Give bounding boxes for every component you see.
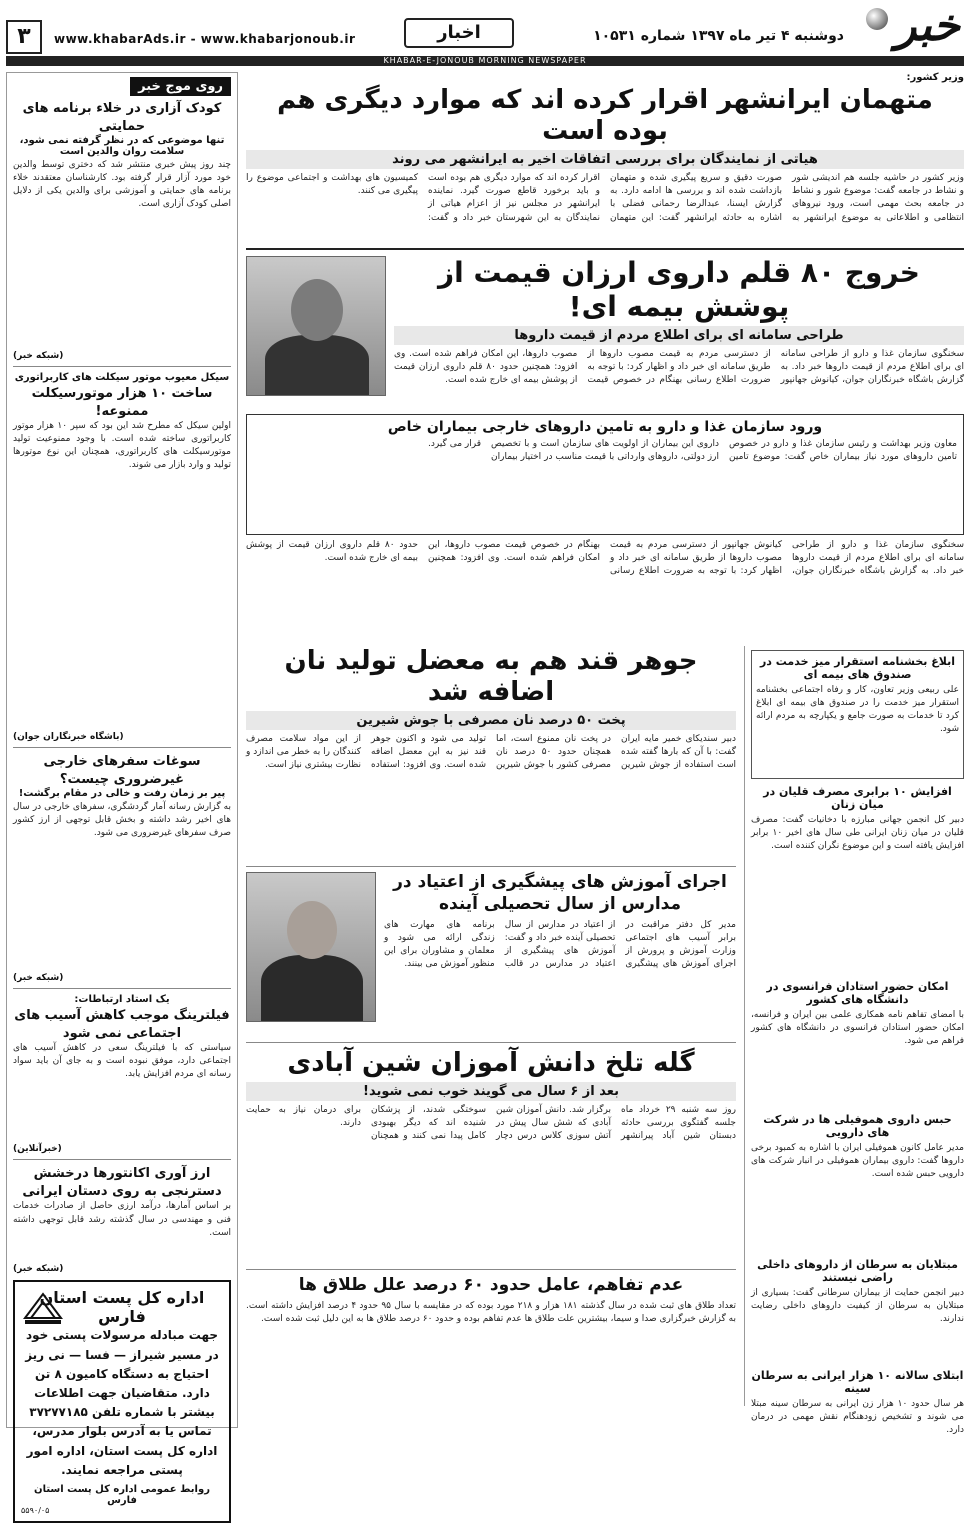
- brief-title: ابلاغ بخشنامه استقرار میز خدمت در صندوق های بیمه ای: [759, 655, 956, 681]
- official-photo: [246, 872, 376, 1022]
- left-sidebar: [6, 72, 238, 1515]
- sidebar-story-title: ساخت ۱۰ هزار موتورسیکلت ممنوعه!: [31, 386, 213, 419]
- sidebar-story-lede: پیر بر زمان رفت و خالی در مقام برگشت!: [18, 788, 226, 800]
- lead-headline: متهمان ایرانشهر اقرار کرده اند که موارد دیگری هم بوده است: [277, 85, 933, 147]
- brief-body: هر سال حدود ۱۰ هزار زن ایرانی به سرطان سینه مبتلا می شوند و تشخیص زودهنگام نقش مهمی در درمان دارد.: [751, 1399, 965, 1436]
- brief-title: ابتلای سالانه ۱۰ هزار ایرانی به سرطان سینه: [751, 1369, 964, 1395]
- sidebar-story-lede: یک استاد ارتباطات:: [74, 994, 170, 1006]
- sidebar-story-3: [13, 753, 231, 983]
- sidebar-story-lede: سیکل معیوب موتور سیکلت های کاربراتوری: [14, 372, 230, 384]
- sidebar-story-body: چند روز پیش خبری منتشر شد که دختری توسط والدین خود مورد آزار قرار گرفته بود. کارشناسان معتقدند خلاء برنامه های حمایتی و آموزشی برای والدین یکی از دلایل اصلی کودک آزاری است.: [13, 160, 231, 210]
- masthead-banner: KHABAR-E-JONOUB MORNING NEWSPAPER: [6, 56, 964, 66]
- stories-column: [246, 646, 736, 1406]
- sidebar-story-source: (شبکه خبر): [13, 351, 64, 362]
- sidebar-story-title: ارز آوری اکانتورها درخشش دسترنجی به روی دستان ایرانی: [22, 1166, 222, 1199]
- section-title: اخبار: [404, 18, 514, 48]
- brief-body: با امضای تفاهم نامه همکاری علمی بین ایران و فرانسه، امکان حضور استادان فرانسوی در دانشگاه های کشور فراهم می شود.: [751, 1010, 964, 1047]
- shinabad-subhead: بعد از ۶ سال می گویند خوب نمی شوید!: [246, 1082, 736, 1101]
- brief-body: دبیر انجمن حمایت از بیماران سرطانی گفت: بسیاری از مبتلایان به سرطان از کیفیت داروهای داخلی رضایت ندارند.: [751, 1288, 964, 1325]
- shinabad-body: روز سه شنبه ۲۹ خرداد ماه جلسه گفتگوی بررسی حادثه دبستان شین آباد پیرانشهر برگزار شد. دانش آموزان شین آبادی که شش سال پیش در آتش سوزی کلاس درس دچار سوختگی شدند، از پزشکان شنیده اند که دیگر بهبودی کامل پیدا نمی کنند و همچنان برای درمان نیاز به حمایت دارند.: [246, 1105, 736, 1142]
- sidebar-story-source: (خبرآنلاین): [13, 1144, 62, 1155]
- sidebar-story-title: کودک آزاری در خلاء برنامه های حمایتی: [22, 101, 222, 134]
- post-logo-icon: [21, 1288, 65, 1328]
- ad-body: جهت مبادله مرسولات پستی خود در مسیر شیراز — فسا — نی ریز احتیاج به دستگاه کامیون ۸ تن دارد. متقاضیان جهت اطلاعات بیشتر با شماره تلفن ۳۷۲۷۷۱۸۵ تماس یا به آدرس بلوار مدرس، اداره کل پست استان، اداره امور پستی مراجعه نمایند.: [25, 1328, 219, 1477]
- bread-body: دبیر سندیکای خمیر مایه ایران گفت: با آن که بارها گفته شده است استفاده از جوش شیرین در پخت نان ممنوع است، اما همچنان حدود ۵۰ درصد نان مصرفی کشور با جوش شیرین تولید می شود و اکنون جوهر قند نیز به این معضل اضافه شده است. وی افزود: استفاده از این مواد سلامت مصرف کنندگان را به خطر می اندازد و نظارت بیشتری نیاز است.: [246, 734, 736, 771]
- brief-body: مدیر عامل کانون هموفیلی ایران با اشاره به کمبود برخی داروها گفت: داروی بیماران هموفیلی در انبار شرکت های دارویی حبس شده است.: [751, 1143, 964, 1180]
- divorce-body: تعداد طلاق های ثبت شده در سال گذشته ۱۸۱ هزار و ۲۱۸ مورد بوده که در مقایسه با سال ۹۵ حدود ۴ درصد افزایش داشته است. به گزارش خبرگزاری صدا و سیما، بیشترین علت طلاق ها عدم تفاهم بوده و حدود ۶۰ درصد طلاق ها به این دلیل ثبت شده است.: [246, 1301, 736, 1325]
- masthead: [6, 0, 964, 62]
- sidebar-story-2: [13, 372, 231, 742]
- sidebar-section-label: روی موج خبر: [130, 77, 231, 96]
- sidebar-story-source: (باشگاه خبرنگاران جوان): [13, 732, 124, 743]
- brief-title: امکان حضور استادان فرانسوی در دانشگاه های کشور: [766, 980, 949, 1006]
- newspaper-logo: [854, 0, 964, 56]
- drug-headline: خروج ۸۰ قلم داروی ارزان قیمت از پوشش بیمه ای!: [438, 256, 920, 323]
- globe-icon: [866, 8, 888, 30]
- lead-story: [246, 72, 964, 242]
- lead-kicker: وزیر کشور:: [906, 72, 964, 83]
- drug-body-continued: سخنگوی سازمان غذا و دارو از طراحی سامانه ای برای اطلاع مردم از قیمت داروها خبر داد. به گزارش باشگاه خبرنگاران جوان، کیانوش جهانپور از دسترسی مردم به قیمت مصوب داروها از طریق سامانه ای خبر داد و اظهار کرد: با توجه به ضرورت اطلاع رسانی بهنگام در خصوص قیمت مصوب داروها، این امکان فراهم شده است. وی افزود: همچنین حدود ۸۰ قلم داروی ارزان قیمت از پوشش بیمه ای خارج شده است.: [246, 540, 964, 577]
- sidebar-story-source: (شبکه خبر): [13, 973, 64, 984]
- brief-body: دبیر کل انجمن جهانی مبارزه با دخانیات گفت: مصرف قلیان در میان زنان ایرانی طی سال های اخیر ۱۰ برابر افزایش یافته است و این موضوع نگران کننده است.: [751, 815, 964, 852]
- lead-body: وزیر کشور در حاشیه جلسه هم اندیشی شور و نشاط در جامعه گفت: موضوع شور و نشاط در جامعه بحث مهمی است، ورود نیروهای انتظامی و اطلاعاتی به موضوع ایرانشهر به صورت دقیق و سریع پیگیری شده و متهمان بازداشت شده اند و بررسی ها ادامه دارد. به گزارش ایسنا، عبدالرضا رحمانی فضلی با اشاره به حادثه ایرانشهر گفت: این متهمان اقرار کرده اند که موارد دیگری هم بوده است و باید برخورد قاطع صورت گیرد. نماینده ایرانشهر در مجلس نیز از اعزام هیاتی از نمایندگان به این شهرستان خبر داد و گفت: کمیسیون های بهداشت و اجتماعی موضوع را پیگیری می کنند.: [246, 173, 964, 223]
- drug-story: [246, 256, 964, 646]
- addiction-body: مدیر کل دفتر مراقبت در برابر آسیب های اجتماعی وزارت آموزش و پرورش از اجرای آموزش های پیشگیری از اعتیاد در مدارس از سال تحصیلی آینده خبر داد و گفت: آموزش های پیشگیری از اعتیاد در مدارس در قالب برنامه های مهارت های زندگی ارائه می شود و معلمان و مشاوران برای این منظور آموزش می بینند.: [384, 919, 736, 970]
- addiction-story: [246, 872, 736, 1037]
- divorce-headline: عدم تفاهم، عامل حدود ۶۰ درصد علل طلاق ها: [298, 1275, 684, 1296]
- brief-title: حبس داروی هموفیلی ها در شرکت های دارویی: [763, 1113, 952, 1139]
- sidebar-story-body: بر اساس آمارها، درآمد ارزی حاصل از صادرات خدمات فنی و مهندسی در سال گذشته رشد قابل توجهی داشته است.: [13, 1201, 231, 1238]
- brief-title: مبتلایان به سرطان از داروهای داخلی راضی نیستند: [757, 1258, 958, 1284]
- issue-date: دوشنبه ۴ تیر ماه ۱۳۹۷ شماره ۱۰۵۳۱: [593, 28, 844, 44]
- main-content: [246, 72, 965, 1436]
- lower-section: [246, 646, 965, 1436]
- sidebar-story-body: به گزارش رسانه آمار گردشگری، سفرهای خارجی در سال های اخیر رشد داشته و بخش قابل توجهی از ارز کشور صرف سفرهای غیرضروری می شود.: [13, 802, 231, 839]
- sidebar-story-body: اولین سیکل که مطرح شد این بود که سپر ۱۰ هزار موتور کاربراتوری ساخته شده است. با وجود ممنوعیت تولید موتورسیکلت های کاربراتوری، همچنان این نوع موتورها تولید و وارد بازار می شوند.: [13, 421, 231, 471]
- shinabad-story: [246, 1048, 736, 1264]
- drug-body: سخنگوی سازمان غذا و دارو از طراحی سامانه ای برای اطلاع مردم از قیمت داروها خبر داد. به گزارش باشگاه خبرنگاران جوان، کیانوش جهانپور از دسترسی مردم به قیمت مصوب داروها از طریق سامانه ای خبر داد و اظهار کرد: با توجه به ضرورت اطلاع رسانی بهنگام در خصوص قیمت مصوب داروها، این امکان فراهم شده است. وی افزود: همچنین حدود ۸۰ قلم داروی ارزان قیمت از پوشش بیمه ای خارج شده است.: [394, 349, 964, 386]
- sidebar-story-lede: تنها موضوعی که در نظر گرفته نمی شود، سلامت روان والدین است: [19, 135, 225, 158]
- divorce-story: [246, 1275, 736, 1370]
- bread-headline: جوهر قند هم به معضل تولید نان اضافه شد: [284, 646, 698, 708]
- shinabad-headline: گله تلخ دانش آموزان شین آبادی: [287, 1047, 695, 1078]
- sidebar-story-source: (شبکه خبر): [13, 1264, 64, 1275]
- briefs-column: [744, 646, 965, 1436]
- spokesman-photo: [246, 256, 386, 396]
- page-number: ۳: [6, 20, 42, 54]
- sidebar-story-1: [13, 100, 231, 361]
- sidebar-story-body: سیاستی که با فیلترینگ سعی در کاهش آسیب های اجتماعی دارد، موفق نبوده است و به جای آن باید سواد رسانه ای مردم افزایش یابد.: [13, 1043, 231, 1080]
- bread-subhead: پخت ۵۰ درصد نان مصرفی با جوش شیرین: [246, 711, 736, 730]
- bread-story: [246, 646, 736, 861]
- site-urls: www.khabarAds.ir - www.khabarjonoub.ir: [54, 32, 356, 46]
- logo-text: خبر: [895, 0, 960, 51]
- sidebar-story-5: [13, 1165, 231, 1274]
- drug-subhead: طراحی سامانه ای برای اطلاع مردم از قیمت داروها: [394, 326, 964, 345]
- lead-subhead: هیاتی از نمایندگان برای بررسی اتفاقات اخیر به ایرانشهر می روند: [246, 150, 964, 169]
- sidebar-story-title: فیلترینگ موجب کاهش آسیب های اجتماعی نمی شود: [14, 1008, 230, 1041]
- sidebar-story-4: [13, 994, 231, 1154]
- drug-box-body: معاون وزیر بهداشت و رئیس سازمان غذا و دارو در خصوص تامین داروهای مورد نیاز بیماران خاص گفت: موضوع تامین داروی این بیماران از اولویت های سازمان است و با تخصیص ارز دولتی، داروهای وارداتی با قیمت مناسب در اختیار بیماران قرار می گیرد.: [428, 439, 957, 463]
- post-office-ad: [13, 1280, 231, 1523]
- brief-1: [751, 650, 964, 779]
- addiction-headline: اجرای آموزش های پیشگیری از اعتیاد در مدارس از سال تحصیلی آینده: [393, 872, 727, 914]
- brief-title: افزایش ۱۰ برابری مصرف قلیان در میان زنان: [763, 785, 952, 811]
- brief-body: علی ربیعی وزیر تعاون، کار و رفاه اجتماعی بخشنامه استقرار میز خدمت را در صندوق های بیمه ای ابلاغ کرد تا خدمات به صورت جامع و یکپارچه به مردم ارائه شود.: [756, 685, 959, 735]
- ad-footer: روابط عمومی اداره کل پست استان فارس: [34, 1483, 210, 1506]
- ad-title: اداره کل پست استان فارس: [39, 1288, 205, 1327]
- ad-code: ۵۵۹۰/۰۵: [21, 1505, 50, 1515]
- drug-box-title: ورود سازمان غذا و دارو به تامین داروهای خارجی بیماران خاص: [387, 419, 823, 436]
- sidebar-story-title: سوغات سفرهای خارجی غیرضروری چیست؟: [43, 754, 201, 787]
- drug-sidebar-box: [246, 414, 964, 535]
